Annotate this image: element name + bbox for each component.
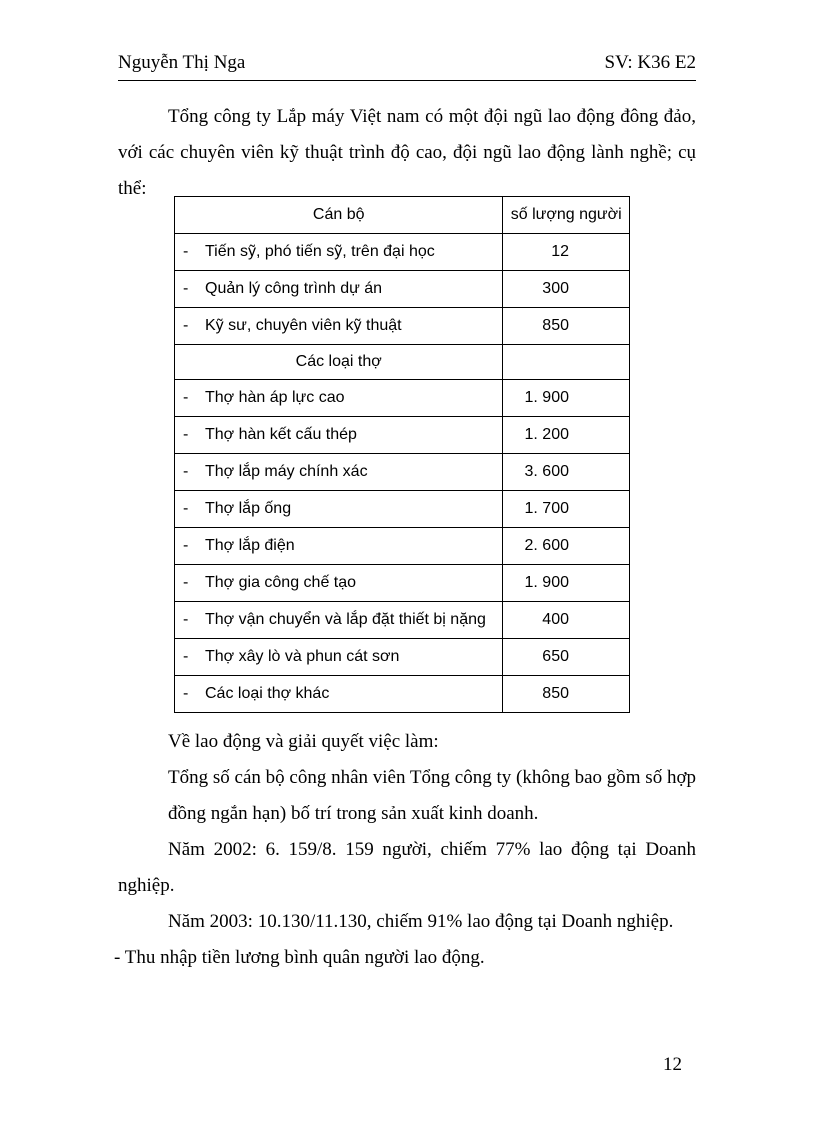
table-row <box>175 454 630 491</box>
table-row <box>175 308 630 345</box>
row-label: Quản lý công trình dự án <box>205 280 383 297</box>
row-label: Thợ hàn áp lực cao <box>205 389 345 406</box>
row-bullet: - <box>183 574 189 591</box>
header-author: Nguyễn Thị Nga <box>118 52 246 73</box>
row-count: 850 <box>503 676 630 713</box>
row-count: 2. 600 <box>503 528 630 565</box>
page-number: 12 <box>663 1054 682 1075</box>
table-row <box>175 528 630 565</box>
table-row <box>175 565 630 602</box>
row-count: 12 <box>503 234 630 271</box>
row-bullet: - <box>183 463 189 480</box>
body-text <box>114 724 696 976</box>
header-cell-count: số lượng người <box>503 197 630 234</box>
row-label-cell <box>175 454 503 491</box>
row-label-cell <box>175 565 503 602</box>
row-label: Thợ gia công chế tạo <box>205 574 357 591</box>
row-count: 1. 200 <box>503 417 630 454</box>
row-count: 3. 600 <box>503 454 630 491</box>
row-label: Tiến sỹ, phó tiến sỹ, trên đại học <box>205 243 435 260</box>
page-header <box>118 50 696 76</box>
table-row <box>175 380 630 417</box>
row-label: Thợ hàn kết cấu thép <box>205 426 357 443</box>
row-label: Thợ lắp điện <box>205 537 295 554</box>
row-bullet: - <box>183 317 189 334</box>
row-label: Các loại thợ khác <box>205 685 330 702</box>
staff-rows <box>175 234 630 345</box>
header-cell-staff: Cán bộ <box>175 197 503 234</box>
intro-paragraph: Tổng công ty Lắp máy Việt nam có một đội ngũ lao động đông đảo, với các chuyên viên kỹ thuật trình độ cao, đội ngũ lao động lành nghề; cụ thể: <box>118 106 696 199</box>
header-class-code: SV: K36 E2 <box>604 52 696 73</box>
row-bullet: - <box>183 648 189 665</box>
row-label-cell <box>175 491 503 528</box>
row-bullet: - <box>183 537 189 554</box>
table-row <box>175 417 630 454</box>
body-line-income: - Thu nhập tiền lương bình quân người lao động. <box>114 947 485 968</box>
header-rule <box>118 80 696 81</box>
row-bullet: - <box>183 611 189 628</box>
row-label: Thợ vận chuyển và lắp đặt thiết bị nặng <box>205 611 486 628</box>
row-bullet: - <box>183 243 189 260</box>
row-label-cell <box>175 528 503 565</box>
row-bullet: - <box>183 500 189 517</box>
section-header-workers <box>175 345 630 380</box>
body-line-2002: Năm 2002: 6. 159/8. 159 người, chiếm 77% lao động tại Doanh nghiệp. <box>118 839 696 896</box>
row-label-cell <box>175 676 503 713</box>
table-header-row <box>175 197 630 234</box>
table-row <box>175 234 630 271</box>
table-row <box>175 639 630 676</box>
row-bullet: - <box>183 389 189 406</box>
row-count: 850 <box>503 308 630 345</box>
row-label-cell <box>175 602 503 639</box>
row-label-cell <box>175 271 503 308</box>
row-label: Thợ lắp máy chính xác <box>205 463 368 480</box>
row-count: 1. 900 <box>503 565 630 602</box>
section-empty-cell <box>503 345 630 380</box>
row-count: 650 <box>503 639 630 676</box>
row-label-cell <box>175 234 503 271</box>
staff-table <box>174 196 630 713</box>
table-row <box>175 676 630 713</box>
row-count: 1. 900 <box>503 380 630 417</box>
body-line-total-staff: Tổng số cán bộ công nhân viên Tổng công ty (không bao gồm số hợp đồng ngắn hạn) bố trí trong sản xuất kinh doanh. <box>168 767 696 824</box>
row-count: 400 <box>503 602 630 639</box>
section-title-workers: Các loại thợ <box>175 345 503 380</box>
row-label: Thợ xây lò và phun cát sơn <box>205 648 400 665</box>
row-label-cell <box>175 639 503 676</box>
row-bullet: - <box>183 685 189 702</box>
body-line-employment: Về lao động và giải quyết việc làm: <box>168 731 439 752</box>
row-label-cell <box>175 380 503 417</box>
row-label-cell <box>175 417 503 454</box>
row-count: 1. 700 <box>503 491 630 528</box>
row-bullet: - <box>183 426 189 443</box>
intro-block <box>118 99 696 207</box>
table-row <box>175 602 630 639</box>
row-label: Thợ lắp ống <box>205 500 292 517</box>
row-label: Kỹ sư, chuyên viên kỹ thuật <box>205 317 402 334</box>
row-count: 300 <box>503 271 630 308</box>
row-bullet: - <box>183 280 189 297</box>
worker-rows <box>175 380 630 713</box>
table-row <box>175 271 630 308</box>
body-line-2003: Năm 2003: 10.130/11.130, chiếm 91% lao động tại Doanh nghiệp. <box>168 911 674 932</box>
table-row <box>175 491 630 528</box>
row-label-cell <box>175 308 503 345</box>
